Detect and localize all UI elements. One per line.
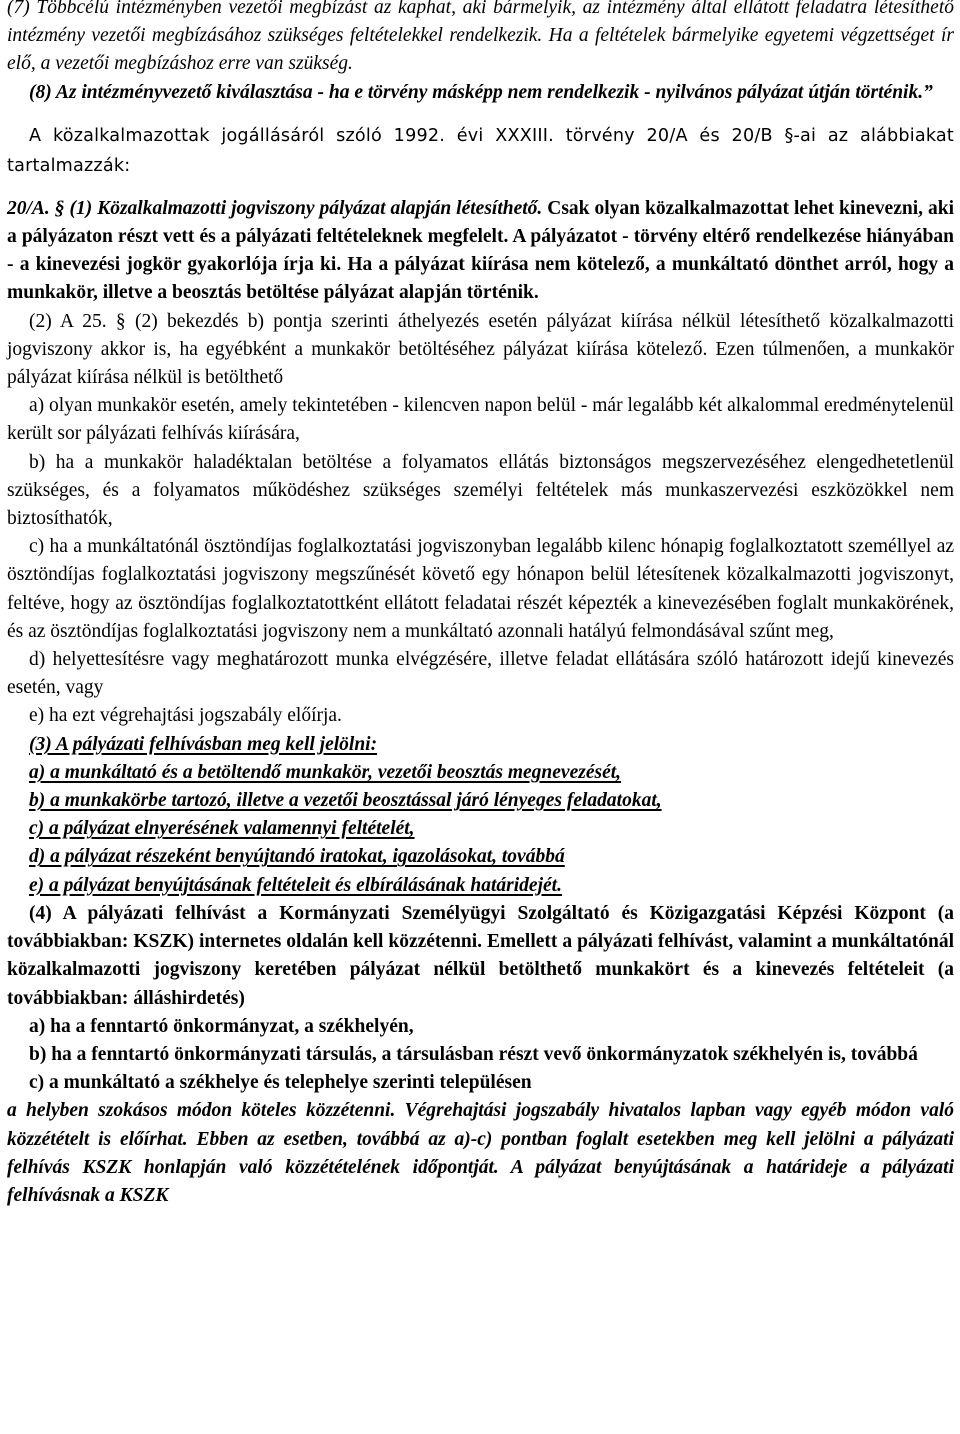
intro-paragraph: A közalkalmazottak jogállásáról szóló 1992. évi XXXIII. törvény 20/A és 20/B §-ai az alábbiakat tartalmazzák: [7,125,954,176]
section-20a-3-b [7,787,954,815]
section-20a-4-b: b) ha a fenntartó önkormányzati társulás, a társulásban részt vevő önkormányzatok székhelyén is, továbbá [29,1043,918,1065]
section-20a-1-body: Csak olyan közalkalmazottat lehet kinevezni, aki a pályázaton részt vett és a pályázati feltételeknek megfelelt. A pályázatot - törvény eltérő rendelkezése hiányában - a kinevezési jogkör gyakorlója írja ki. Ha a pályázat kiírása nem kötelező, a munkáltató dönthet arról, hogy a munkakör, illetve a beosztás betöltése pályázat alapján történik. [7,197,954,304]
section-20a-4-c: c) a munkáltató a székhelye és telephelye szerinti településen [29,1072,532,1094]
section-20a-2-b: b) ha a munkakör haladéktalan betöltése a folyamatos ellátás biztonságos megszervezéséhez elengedhetetlenül szükséges, és a folyamatos működéshez szükséges személyi feltételek más munkaszervezési eszközökkel nem biztosíthatók, [7,451,954,530]
section-20a-3-a [7,759,954,787]
section-20a-3 [7,731,954,759]
section-20a-3-c [7,815,954,843]
section-20a-1-heading: 20/A. § (1) Közalkalmazotti jogviszony pályázat alapján létesíthető. [7,197,543,219]
section-20a-3-heading: (3) A pályázati felhívásban meg kell jelölni: [29,733,378,755]
paragraph-7: (7) Többcélú intézményben vezetői megbízást az kaphat, aki bármelyik, az intézmény által ellátott feladatra létesíthető intézmény vezetői megbízásához szükséges feltételekkel rendelkezik. Ha a feltételek bármelyike egyetemi végzettséget ír elő, a vezetői megbízáshoz erre van szükség. [7,0,954,75]
section-20a-3-b-text: b) a munkakörbe tartozó, illetve a vezetői beosztással járó lényeges feladatokat, [29,790,662,812]
section-20a-1 [7,195,954,308]
section-20a-2-c: c) ha a munkáltatónál ösztöndíjas foglalkoztatási jogviszonyban legalább kilenc hónapig foglalkoztatott személlyel az ösztöndíjas foglalkoztatási jogviszony megszűnését követő egy hónapon belül létesítenek közalkalmazotti jogviszonyt, feltéve, hogy az ösztöndíjas foglalkoztatottként ellátott feladatai részét képezték a kinevezésében foglalt munkakörének, és az ösztöndíjas foglalkoztatási jogviszony nem a munkáltató azonnali hatályú felmondásával szűnt meg, [7,536,954,642]
section-20a-2-d: d) helyettesítésre vagy meghatározott munka elvégzésére, illetve feladat ellátására szóló határozott idejű kinevezés esetén, vagy [7,649,954,699]
section-20a-4-tail: a helyben szokásos módon köteles közzétenni. Végrehajtási jogszabály hivatalos lapban vagy egyéb módon való közzétételt is előírhat. Ebben az esetben, továbbá az a)-c) pontban foglalt esetekben meg kell jelölni a pályázati felhívás KSZK honlapján való közzétételének időpontját. A pályázat benyújtásának a határideje a pályázati felhívásnak a KSZK [7,1100,954,1206]
section-20a-2-e: e) ha ezt végrehajtási jogszabály előírja. [29,705,342,727]
section-20a-3-c-text: c) a pályázat elnyerésének valamennyi feltételét, [29,818,415,840]
paragraph-8: (8) Az intézményvezető kiválasztása - ha e törvény másképp nem rendelkezik - nyilvános pályázat útján történik.” [29,81,933,103]
section-20a-3-e [7,872,954,900]
section-20a-3-e-text: e) a pályázat benyújtásának feltételeit és elbírálásának határidejét. [29,874,562,896]
section-20a-4: (4) A pályázati felhívást a Kormányzati Személyügyi Szolgáltató és Közigazgatási Képzési Központ (a továbbiakban: KSZK) internetes oldalán kell közzétenni. Emellett a pályázati felhívást, valamint a munkáltatónál közalkalmazotti jogviszony keretében pályázat nélkül betölthető munkakört és a kinevezés feltételeit (a továbbiakban: álláshirdetés) [7,902,954,1009]
section-20a-3-d-text: d) a pályázat részeként benyújtandó iratokat, igazolásokat, továbbá [29,846,565,868]
section-20a-4-a: a) ha a fenntartó önkormányzat, a székhelyén, [29,1015,414,1037]
section-20a-2-a: a) olyan munkakör esetén, amely tekintetében - kilencven napon belül - már legalább két alkalommal eredménytelenül került sor pályázati felhívás kiírására, [7,395,954,445]
section-20a-3-d [7,843,954,871]
section-20a-3-a-text: a) a munkáltató és a betöltendő munkakör, vezetői beosztás megnevezését, [29,761,622,783]
section-20a-2: (2) A 25. § (2) bekezdés b) pontja szerinti áthelyezés esetén pályázat kiírása nélkül létesíthető közalkalmazotti jogviszony akkor is, ha egyébként a munkakör betöltéséhez pályázat kiírása kötelező. Ezen túlmenően, a munkakör pályázat kiírása nélkül is betölthető [7,310,954,389]
